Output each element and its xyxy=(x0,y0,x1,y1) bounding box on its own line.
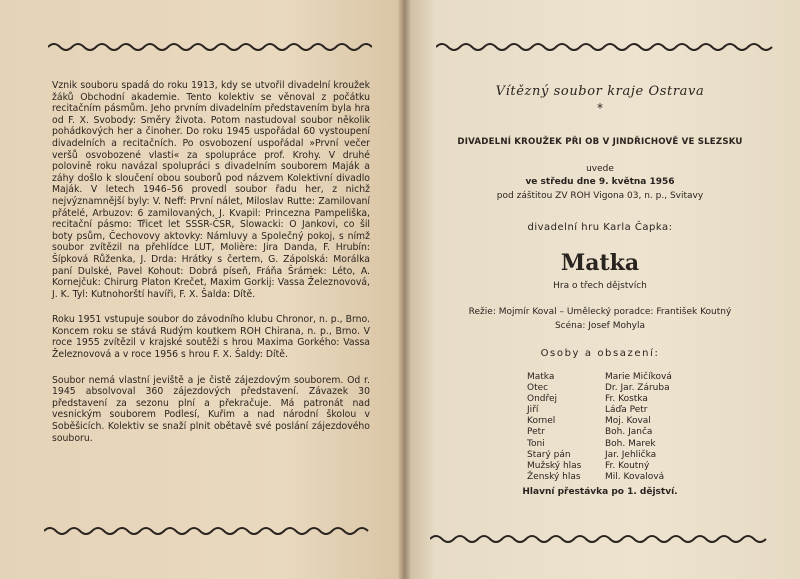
cast-role: Kornel xyxy=(527,416,556,427)
cast-actor: Láďa Petr xyxy=(605,405,648,416)
cast-row xyxy=(527,416,767,427)
cast-role: Jiří xyxy=(527,405,539,416)
cast-actor: Fr. Kostka xyxy=(605,394,648,405)
cast-actor: Moj. Koval xyxy=(605,416,651,427)
star-divider: * xyxy=(597,101,603,115)
cast-row xyxy=(527,450,767,461)
cast-actor: Boh. Janča xyxy=(605,427,653,438)
cast-row xyxy=(527,394,767,405)
auspices-line: pod záštitou ZV ROH Vigona 03, n. p., Svitavy xyxy=(496,191,704,201)
cast-actor: Boh. Marek xyxy=(605,438,656,449)
presents-line: uvede xyxy=(586,164,614,174)
cast-actor: Marie Mičíková xyxy=(605,372,672,382)
history-paragraph-2: Roku 1951 vstupuje soubor do závodního klubu Chronor, n. p., Brno. Koncem roku se stává Rudým koutkem ROH Chirana, n. p., Brno. V roce 1955 zvítězil v krajské soutěži s hrou Maxima Gorkého: Vassa Železnovová a v roce 1956 s hrou F. X. Šaldy: Dítě. xyxy=(52,314,370,361)
cast-row xyxy=(527,372,767,383)
cast-role: Ženský hlas xyxy=(527,471,581,482)
cast-row xyxy=(527,427,767,438)
cast-role: Ondřej xyxy=(527,394,558,405)
direction-credits: Režie: Mojmír Koval – Umělecký poradce: František Koutný xyxy=(468,307,732,317)
ensemble-history xyxy=(52,80,370,458)
ornament-border-bottom-left xyxy=(44,524,372,538)
ensemble-heading: Vítězný soubor kraje Ostrava xyxy=(495,84,705,99)
group-name: DIVADELNÍ KROUŽEK PŘI OB V JINDŘICHOVĚ VE SLEZSKU xyxy=(457,137,743,147)
history-paragraph-3: Soubor nemá vlastní jeviště a je čistě zájezdovým souborem. Od r. 1945 absolvoval 360 zájezdových představení. Závazek 30 představení za sezonu plní a překračuje. Má patronát nad vesnickým souborem Podlesí, Kuřim a nad národní školou v Soběšicích. Kolektiv se snaží plnit obětavě své poslání zájezdového souboru. xyxy=(52,374,370,444)
history-paragraph-1: Vznik souboru spadá do roku 1913, kdy se utvořil divadelní kroužek žáků Obchodní akademie. Tento kolektiv se věnoval z počátku recitačním pásmům. Jeho prvním divadelním představením byla hra od F. X. Svobody: Směry života. Potom nastudoval soubor několik pohádkových her a činoher. Do roku 1945 uspořádal 60 vystoupení divadelních a recitačních. Po osvobození uspořádal »První večer veršů osvobozené vlasti« za spolupráce prof. Krohy. V druhé polovině roku navázal spolupráci s divadelním souborem Maják a záhy došlo k sloučení obou souborů pod názvem Kolektivní divadlo Maják. V letech 1946–56 provedl soubor řadu her, z nichž nejvýznamnější byly: V. Neff: První nálet, Miloslav Rutte: Zamilovaní přátelé, Arbuzov: 6 zamilovaných, J. Kvapil: Princezna Pampeliška, recitační pásmo: Třicet let SSSR-ČSR, Slowacki: O Jankovi, co šil boty psům, Čechovovy aktovky: Námluvy a Společný pokoj, s nímž soubor zvítězil na přehlídce LUT, Molière: Jira Danda, F. Hrubín: Šípková Růženka, J. Drda: Hrátky s čertem, G. Zápolská: Morálka paní Dulské, Pavel Kohout: Dobrá píseň, Fráňa Šrámek: Léto, A. Kornejčuk: Chirurg Platon Krečet, Maxim Gorkij: Vassa Železnovová, J. K. Tyl: Kutnohorští havíři, F. X. Šalda: Dítě. xyxy=(52,80,370,300)
cast-role: Mužský hlas xyxy=(527,460,582,471)
cast-role: Toni xyxy=(527,438,545,449)
cast-list xyxy=(527,372,767,483)
ornament-border-top-right xyxy=(436,40,776,54)
cast-row xyxy=(527,472,767,483)
cast-heading: Osoby a obsazení: xyxy=(540,348,660,359)
cast-actor: Mil. Kovalová xyxy=(605,471,665,482)
play-subtitle: Hra o třech dějstvích xyxy=(553,281,647,291)
performance-date: ve středu dne 9. května 1956 xyxy=(525,177,675,187)
set-design-credit: Scéna: Josef Mohyla xyxy=(554,321,646,331)
play-title: Matka xyxy=(560,250,640,276)
cast-row xyxy=(527,439,767,450)
cast-row xyxy=(527,461,767,472)
intermission-note: Hlavní přestávka po 1. dějství. xyxy=(522,487,678,497)
cast-role: Otec xyxy=(527,383,549,394)
author-line: divadelní hru Karla Čapka: xyxy=(527,222,673,233)
cast-row xyxy=(527,383,767,394)
cast-row xyxy=(527,405,767,416)
ornament-border-bottom-right xyxy=(430,532,774,546)
cast-role: Petr xyxy=(527,427,545,438)
cast-actor: Dr. Jar. Záruba xyxy=(605,383,670,394)
cast-actor: Fr. Koutný xyxy=(605,460,650,471)
ornament-border-top-left xyxy=(48,40,372,54)
cast-actor: Jar. Jehlička xyxy=(605,449,657,460)
cast-role: Starý pán xyxy=(527,449,571,460)
book-gutter xyxy=(398,0,410,579)
cast-role: Matka xyxy=(527,372,555,382)
